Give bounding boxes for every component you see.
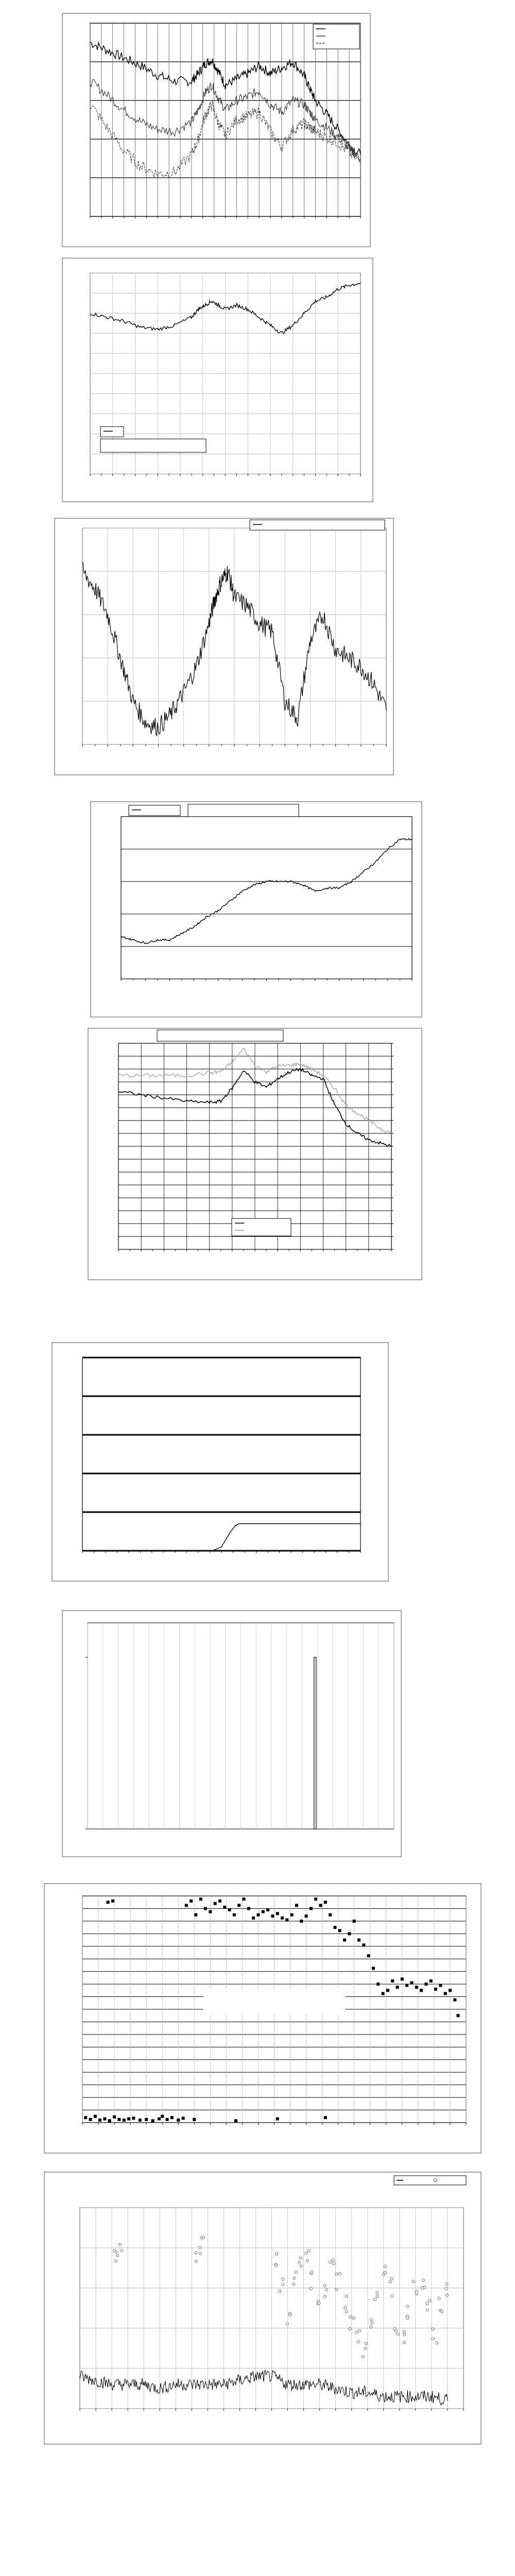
data-point bbox=[300, 1920, 303, 1923]
data-point bbox=[279, 2290, 281, 2293]
data-point bbox=[305, 2252, 307, 2255]
data-point bbox=[445, 2294, 448, 2297]
data-point bbox=[236, 305, 237, 306]
data-point bbox=[421, 2286, 424, 2289]
data-point bbox=[311, 2270, 313, 2273]
data-point bbox=[351, 2392, 352, 2393]
data-point bbox=[399, 2396, 400, 2397]
data-point bbox=[255, 2376, 256, 2377]
data-point bbox=[289, 2314, 291, 2316]
data-point bbox=[338, 2273, 341, 2275]
data-point bbox=[281, 146, 282, 147]
data-point bbox=[233, 1913, 236, 1917]
plot-area bbox=[82, 1358, 360, 1551]
data-point bbox=[285, 1918, 288, 1921]
data-point bbox=[204, 1907, 207, 1910]
data-point bbox=[420, 1989, 423, 1992]
data-point bbox=[278, 881, 279, 882]
data-point bbox=[405, 1984, 408, 1987]
data-point bbox=[185, 1904, 188, 1907]
data-point bbox=[349, 2328, 351, 2330]
data-point bbox=[214, 1902, 217, 1905]
data-point bbox=[334, 1088, 335, 1089]
data-point bbox=[275, 2264, 278, 2267]
data-point bbox=[322, 614, 323, 615]
legend-box bbox=[394, 2176, 466, 2185]
data-point bbox=[113, 2115, 116, 2119]
data-point bbox=[351, 881, 352, 882]
data-point bbox=[141, 1094, 142, 1095]
data-point bbox=[384, 2271, 386, 2274]
data-point bbox=[314, 1897, 317, 1901]
data-point bbox=[373, 2298, 376, 2301]
data-point bbox=[300, 1063, 301, 1064]
data-point bbox=[254, 1081, 255, 1082]
data-point bbox=[344, 2306, 347, 2309]
data-point bbox=[338, 1929, 341, 1932]
data-point bbox=[445, 2283, 448, 2285]
data-point bbox=[403, 2333, 406, 2336]
pressure-chart bbox=[90, 801, 422, 1018]
data-point bbox=[120, 657, 121, 658]
data-point bbox=[114, 2260, 117, 2262]
data-point bbox=[415, 2396, 416, 2397]
data-point bbox=[444, 1992, 447, 1995]
data-point bbox=[410, 1981, 413, 1985]
data-point bbox=[348, 657, 349, 658]
data-point bbox=[353, 1920, 356, 1923]
data-point bbox=[324, 2116, 327, 2119]
data-point bbox=[282, 2283, 284, 2286]
data-point bbox=[412, 2280, 415, 2283]
data-point bbox=[396, 1986, 399, 1989]
data-point bbox=[436, 2342, 438, 2344]
data-point bbox=[225, 84, 226, 85]
data-point bbox=[332, 2259, 334, 2261]
data-point bbox=[127, 2117, 130, 2121]
grass-temp-chart bbox=[88, 1028, 422, 1280]
data-point bbox=[145, 722, 146, 723]
data-point bbox=[376, 2292, 379, 2294]
data-point bbox=[411, 839, 412, 840]
mixing-ratio-chart bbox=[54, 518, 394, 775]
data-point bbox=[103, 2117, 106, 2121]
data-point bbox=[194, 1913, 197, 1917]
data-point bbox=[120, 2249, 123, 2252]
data-point bbox=[438, 2297, 440, 2300]
data-point bbox=[329, 2261, 331, 2263]
data-point bbox=[177, 2119, 180, 2122]
legend-box bbox=[129, 805, 180, 816]
data-point bbox=[426, 2309, 428, 2311]
data-point bbox=[349, 152, 350, 153]
data-point bbox=[218, 123, 219, 124]
data-point bbox=[364, 2347, 367, 2350]
title-box bbox=[100, 439, 206, 452]
data-point bbox=[118, 2243, 121, 2246]
data-point bbox=[365, 2342, 367, 2345]
data-point bbox=[293, 2283, 295, 2285]
data-point bbox=[290, 1913, 294, 1917]
data-point bbox=[256, 1913, 260, 1917]
data-point bbox=[297, 718, 298, 719]
data-point bbox=[199, 2246, 201, 2249]
data-point bbox=[300, 2265, 302, 2267]
data-point bbox=[335, 2273, 338, 2276]
data-point bbox=[158, 2117, 161, 2121]
data-point bbox=[286, 2323, 289, 2325]
data-point bbox=[237, 1904, 241, 1907]
humidity-chart bbox=[62, 258, 373, 502]
data-point bbox=[139, 2119, 142, 2122]
data-point bbox=[79, 2376, 80, 2377]
data-point bbox=[357, 2341, 359, 2343]
data-point bbox=[439, 1984, 442, 1987]
data-point bbox=[389, 2280, 391, 2283]
data-point bbox=[298, 2261, 300, 2264]
data-point bbox=[376, 1982, 380, 1986]
data-point bbox=[161, 2115, 164, 2118]
data-point bbox=[367, 2392, 368, 2393]
data-point bbox=[370, 2326, 372, 2328]
data-point bbox=[430, 1979, 433, 1982]
data-point bbox=[415, 1986, 418, 1989]
data-point bbox=[335, 649, 336, 650]
data-point bbox=[333, 1926, 336, 1929]
data-point bbox=[324, 1901, 327, 1904]
data-point bbox=[394, 2330, 397, 2332]
legend-box bbox=[250, 520, 385, 530]
data-point bbox=[310, 1907, 313, 1910]
data-point bbox=[141, 1075, 142, 1076]
data-point bbox=[355, 2331, 357, 2334]
data-point bbox=[281, 1917, 284, 1920]
data-point bbox=[428, 2299, 431, 2302]
data-point bbox=[424, 1982, 427, 1986]
data-point bbox=[367, 1954, 370, 1957]
data-point bbox=[275, 2252, 278, 2255]
data-point bbox=[401, 1977, 404, 1980]
data-point bbox=[360, 666, 361, 667]
wind-speed-chart bbox=[44, 2172, 482, 2445]
data-point bbox=[290, 881, 291, 882]
data-point bbox=[287, 2384, 288, 2385]
data-point bbox=[243, 1070, 244, 1071]
data-point bbox=[386, 1989, 389, 1992]
data-point bbox=[116, 2254, 119, 2257]
data-point bbox=[220, 1071, 221, 1072]
data-point bbox=[403, 2341, 405, 2344]
data-point bbox=[426, 2302, 428, 2304]
data-point bbox=[234, 2119, 237, 2122]
data-point bbox=[218, 98, 219, 99]
sunshine-chart bbox=[62, 1610, 402, 1857]
data-point bbox=[449, 1989, 452, 1992]
data-point bbox=[358, 2330, 361, 2332]
data-point bbox=[225, 309, 226, 310]
data-point bbox=[193, 2118, 196, 2121]
data-point bbox=[95, 2380, 96, 2381]
wind-direction-chart bbox=[44, 1883, 482, 2154]
data-point bbox=[181, 933, 182, 934]
data-point bbox=[89, 2118, 92, 2121]
data-point bbox=[209, 1910, 212, 1913]
title-box bbox=[157, 1030, 283, 1041]
data-point bbox=[205, 917, 206, 918]
data-point bbox=[422, 2279, 424, 2281]
data-point bbox=[403, 2330, 405, 2333]
legend-box bbox=[232, 1218, 291, 1236]
data-point bbox=[456, 2014, 459, 2017]
data-point bbox=[166, 2118, 169, 2121]
data-point bbox=[271, 2376, 272, 2377]
data-point bbox=[445, 2287, 448, 2290]
data-point bbox=[391, 1979, 394, 1982]
data-point bbox=[384, 2265, 386, 2268]
data-point bbox=[196, 666, 197, 667]
data-point bbox=[98, 2119, 101, 2122]
data-point bbox=[453, 1998, 456, 2002]
data-point bbox=[371, 2322, 373, 2325]
data-point bbox=[276, 2117, 279, 2121]
legend-box bbox=[313, 24, 359, 49]
data-point bbox=[432, 2337, 434, 2340]
data-point bbox=[281, 67, 282, 68]
data-point bbox=[239, 2380, 240, 2381]
data-point bbox=[107, 1901, 110, 1904]
data-point bbox=[252, 1917, 255, 1920]
data-point bbox=[323, 2295, 326, 2298]
data-point bbox=[266, 881, 267, 882]
data-point bbox=[415, 2291, 418, 2293]
data-point bbox=[303, 2384, 304, 2385]
data-point bbox=[94, 2115, 97, 2118]
data-point bbox=[376, 2295, 379, 2298]
data-point bbox=[319, 1904, 322, 1907]
data-point bbox=[271, 1914, 274, 1918]
sunshine-bar bbox=[314, 1657, 316, 1829]
plot-area bbox=[121, 817, 412, 979]
data-point bbox=[117, 2118, 121, 2121]
data-point bbox=[195, 2260, 197, 2263]
data-point bbox=[319, 2384, 320, 2385]
data-point bbox=[111, 1900, 114, 1903]
data-point bbox=[447, 2400, 448, 2401]
data-point bbox=[191, 154, 192, 155]
data-point bbox=[209, 1102, 210, 1103]
data-point bbox=[190, 1900, 193, 1903]
data-point bbox=[243, 1897, 246, 1901]
data-point bbox=[406, 2317, 409, 2319]
data-point bbox=[323, 2284, 326, 2287]
data-point bbox=[370, 2318, 373, 2321]
title-bg bbox=[203, 1989, 345, 2014]
data-point bbox=[195, 2251, 197, 2254]
data-point bbox=[306, 2259, 309, 2262]
data-point bbox=[325, 2289, 328, 2291]
data-point bbox=[218, 71, 219, 72]
data-point bbox=[348, 1932, 351, 1935]
data-point bbox=[440, 2310, 443, 2313]
data-point bbox=[145, 2118, 148, 2121]
data-point bbox=[182, 2116, 185, 2120]
data-point bbox=[334, 1104, 335, 1105]
data-point bbox=[111, 2384, 112, 2385]
data-point bbox=[132, 2116, 135, 2120]
data-point bbox=[332, 2262, 335, 2265]
data-point bbox=[266, 1908, 269, 1911]
data-point bbox=[228, 1908, 231, 1911]
data-point bbox=[84, 2116, 87, 2119]
data-point bbox=[215, 597, 216, 598]
data-point bbox=[372, 1967, 375, 1970]
data-point bbox=[368, 1120, 369, 1121]
data-point bbox=[282, 2278, 284, 2280]
data-point bbox=[247, 1907, 250, 1910]
data-point bbox=[218, 1900, 221, 1903]
data-point bbox=[276, 1912, 279, 1915]
data-point bbox=[382, 1992, 385, 1995]
data-point bbox=[383, 2396, 384, 2397]
data-point bbox=[113, 2249, 116, 2252]
legend-swatch bbox=[434, 2179, 437, 2182]
data-point bbox=[310, 640, 311, 641]
data-point bbox=[170, 2116, 174, 2119]
data-point bbox=[295, 1904, 298, 1907]
data-point bbox=[262, 1910, 265, 1913]
data-point bbox=[186, 1075, 187, 1076]
data-point bbox=[335, 2288, 338, 2291]
data-point bbox=[362, 2355, 364, 2358]
data-point bbox=[295, 2271, 298, 2274]
temperature-chart bbox=[62, 13, 371, 247]
rainfall-chart bbox=[52, 1342, 389, 1582]
data-point bbox=[183, 692, 184, 693]
data-point bbox=[310, 2287, 312, 2290]
data-point bbox=[397, 2333, 399, 2335]
legend-box bbox=[100, 427, 124, 437]
data-point bbox=[329, 1913, 332, 1917]
data-point bbox=[202, 2236, 204, 2239]
data-point bbox=[434, 1988, 437, 1991]
data-point bbox=[307, 2250, 310, 2252]
data-point bbox=[345, 2295, 348, 2297]
data-point bbox=[362, 1943, 365, 1946]
data-point bbox=[218, 305, 219, 306]
data-point bbox=[199, 2252, 201, 2255]
data-point bbox=[431, 2396, 432, 2397]
data-point bbox=[343, 1939, 346, 1942]
data-point bbox=[151, 2119, 154, 2122]
data-point bbox=[230, 1531, 231, 1532]
data-point bbox=[318, 2302, 320, 2304]
data-point bbox=[238, 1523, 239, 1524]
data-point bbox=[352, 2316, 355, 2319]
data-point bbox=[390, 2277, 393, 2280]
data-point bbox=[199, 1897, 202, 1901]
data-point bbox=[293, 2277, 296, 2279]
data-point bbox=[349, 2315, 352, 2318]
data-point bbox=[123, 2119, 126, 2122]
data-point bbox=[108, 2119, 111, 2122]
data-point bbox=[432, 2328, 434, 2330]
data-point bbox=[391, 2295, 393, 2297]
data-point bbox=[223, 1906, 226, 1909]
data-point bbox=[299, 2257, 302, 2259]
data-point bbox=[357, 1939, 360, 1942]
data-point bbox=[345, 2310, 348, 2313]
data-point bbox=[305, 1914, 308, 1918]
data-point bbox=[406, 2305, 409, 2308]
data-point bbox=[174, 325, 175, 326]
data-point bbox=[170, 714, 171, 715]
title-box bbox=[188, 804, 299, 817]
data-point bbox=[259, 65, 260, 66]
